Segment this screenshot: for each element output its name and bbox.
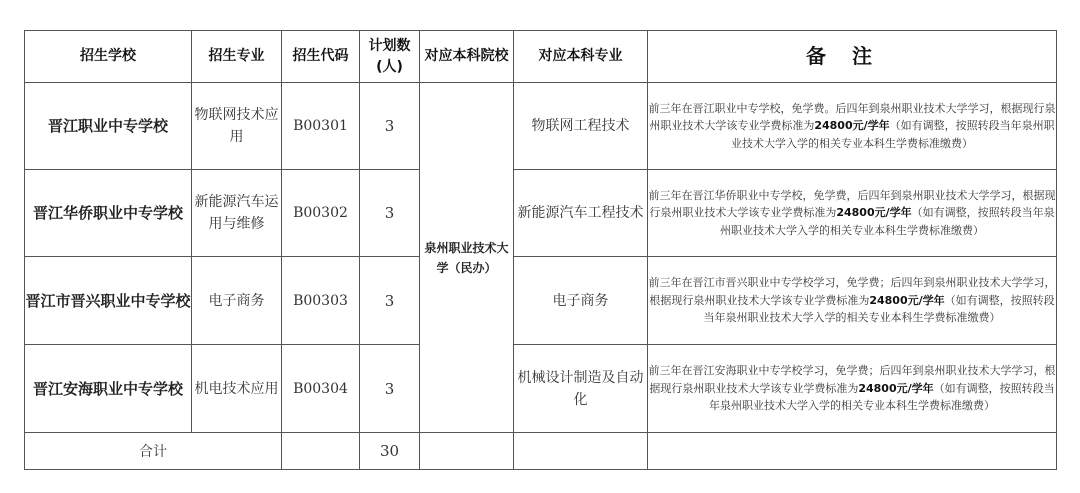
- code-cell: B00303: [282, 257, 360, 345]
- plan-cell: 3: [360, 345, 420, 433]
- header-university: 对应本科院校: [420, 31, 514, 83]
- total-bachelor-major-empty: [514, 433, 648, 470]
- table-row: [25, 83, 1057, 170]
- total-remark-empty: [648, 433, 1057, 470]
- plan-cell: 3: [360, 257, 420, 345]
- plan-cell: 3: [360, 83, 420, 170]
- fee-text: 24800元/学年: [836, 206, 912, 220]
- fee-text: 24800元/学年: [814, 119, 890, 133]
- code-cell: B00304: [282, 345, 360, 433]
- table-header-row: [25, 31, 1057, 83]
- remark-text: 前三年在晋江市晋兴职业中专学校学习，免学费；后四年到泉州职业技术大学学习，根据现行泉州职业技术大学该专业学费标准为: [648, 276, 1056, 307]
- header-remark: 备注: [648, 31, 1057, 83]
- bachelor-major-cell: 新能源汽车工程技术: [514, 170, 648, 257]
- enrollment-table: [24, 30, 1057, 470]
- total-university-empty: [420, 433, 514, 470]
- major-cell: 电子商务: [192, 257, 282, 345]
- fee-text: 24800元/学年: [858, 381, 934, 395]
- school-cell: 晋江安海职业中专学校: [25, 345, 192, 433]
- major-cell: 机电技术应用: [192, 345, 282, 433]
- university-cell: 泉州职业技术大学（民办）: [420, 83, 514, 433]
- total-plan: 30: [360, 433, 420, 470]
- major-cell: 物联网技术应用: [192, 83, 282, 170]
- remark-text: 前三年在晋江职业中专学校，免学费。后四年到泉州职业技术大学学习，根据现行泉州职业技术大学该专业学费标准为: [648, 101, 1056, 133]
- header-code: 招生代码: [282, 31, 360, 83]
- school-cell: 晋江市晋兴职业中专学校: [25, 257, 192, 345]
- bachelor-major-cell: 电子商务: [514, 257, 648, 345]
- header-major: 招生专业: [192, 31, 282, 83]
- major-cell: 新能源汽车运用与维修: [192, 170, 282, 257]
- header-plan: 计划数(人): [360, 31, 420, 83]
- remark-note: （如有调整，按照转段当年泉州职业技术大学入学的相关专业本科生学费标准缴费）: [731, 119, 1055, 150]
- remark-cell: [648, 257, 1057, 345]
- table-row: [25, 170, 1057, 257]
- table-row: [25, 345, 1057, 433]
- plan-cell: 3: [360, 170, 420, 257]
- bachelor-major-cell: 物联网工程技术: [514, 83, 648, 170]
- remark-text: 前三年在晋江华侨职业中专学校，免学费，后四年到泉州职业技术大学学习，根据现行泉州职业技术大学该专业学费标准为: [648, 188, 1056, 220]
- school-cell: 晋江华侨职业中专学校: [25, 170, 192, 257]
- table-row: [25, 257, 1057, 345]
- header-school: 招生学校: [25, 31, 192, 83]
- fee-text: 24800元/学年: [869, 293, 945, 307]
- remark-note: （如有调整，按照转段当年泉州职业技术大学入学的相关专业本科生学费标准缴费）: [703, 293, 1055, 325]
- code-cell: B00301: [282, 83, 360, 170]
- remark-cell: [648, 345, 1057, 433]
- remark-note: （如有调整，按照转段当年泉州职业技术大学入学的相关专业本科生学费标准缴费）: [720, 206, 1055, 237]
- remark-cell: [648, 83, 1057, 170]
- bachelor-major-cell: 机械设计制造及自动化: [514, 345, 648, 433]
- total-row: [25, 433, 1057, 470]
- remark-text: 前三年在晋江安海职业中专学校学习，免学费；后四年到泉州职业技术大学学习，根据现行泉州职业技术大学该专业学费标准为: [648, 364, 1056, 395]
- remark-cell: [648, 170, 1057, 257]
- code-cell: B00302: [282, 170, 360, 257]
- total-code-empty: [282, 433, 360, 470]
- total-label: 合计: [25, 433, 282, 470]
- remark-note: （如有调整，按照转段当年泉州职业技术大学入学的相关专业本科生学费标准缴费）: [709, 381, 1055, 413]
- header-bachelor-major: 对应本科专业: [514, 31, 648, 83]
- school-cell: 晋江职业中专学校: [25, 83, 192, 170]
